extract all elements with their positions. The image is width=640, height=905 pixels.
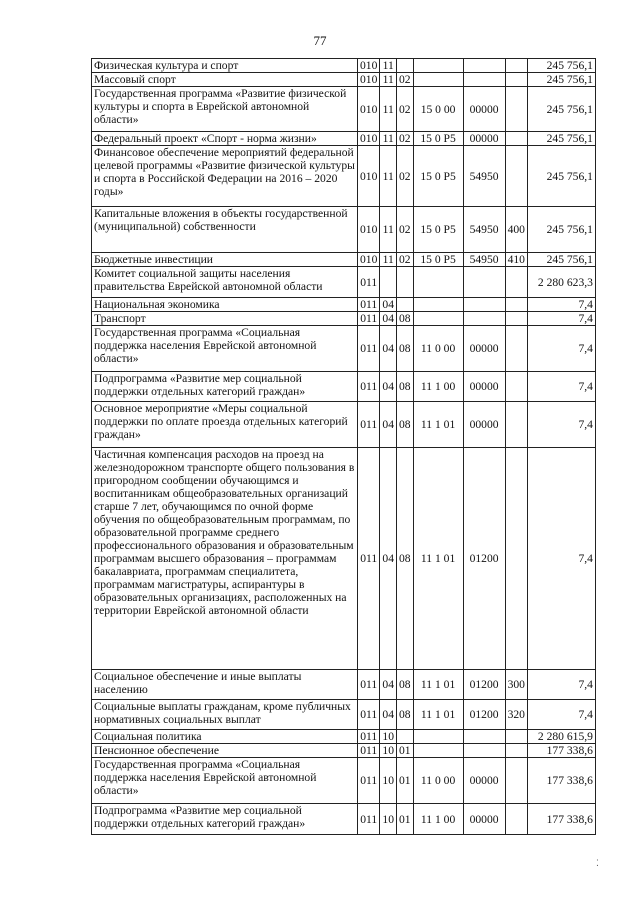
cell-section-code: 11 [380, 207, 397, 253]
cell-target-article-direction: 01200 [463, 670, 505, 700]
cell-amount: 245 756,1 [527, 132, 595, 146]
cell-subsection-code: 08 [396, 402, 413, 448]
cell-name: Государственная программа «Развитие физической культуры и спорта в Еврейской автономной области» [92, 87, 358, 132]
cell-section-code: 10 [380, 730, 397, 744]
table-row [92, 267, 596, 298]
cell-name: Капитальные вложения в объекты государственной (муниципальной) собственности [92, 207, 358, 253]
table-row [92, 804, 596, 835]
cell-expense-type [505, 59, 527, 73]
cell-expense-type: 320 [505, 700, 527, 730]
cell-name: Государственная программа «Социальная поддержка населения Еврейской автономной области» [92, 326, 358, 372]
cell-section-code: 04 [380, 298, 397, 312]
cell-target-article-program: 15 0 Р5 [413, 132, 463, 146]
cell-target-article-direction: 00000 [463, 326, 505, 372]
cell-name: Транспорт [92, 312, 358, 326]
cell-subsection-code: 08 [396, 448, 413, 670]
cell-amount: 245 756,1 [527, 59, 595, 73]
cell-target-article-direction: 00000 [463, 758, 505, 804]
cell-subsection-code: 02 [396, 132, 413, 146]
cell-target-article-program: 11 0 00 [413, 758, 463, 804]
table-row [92, 372, 596, 402]
cell-subsection-code [396, 59, 413, 73]
cell-grbs-code: 011 [358, 758, 380, 804]
table-row [92, 700, 596, 730]
cell-subsection-code: 08 [396, 372, 413, 402]
cell-grbs-code: 010 [358, 59, 380, 73]
cell-name: Государственная программа «Социальная поддержка населения Еврейской автономной области» [92, 758, 358, 804]
table-row [92, 298, 596, 312]
cell-grbs-code: 010 [358, 87, 380, 132]
cell-target-article-program [413, 730, 463, 744]
table-row [92, 87, 596, 132]
cell-expense-type [505, 73, 527, 87]
cell-section-code: 04 [380, 372, 397, 402]
cell-grbs-code: 010 [358, 253, 380, 267]
cell-amount: 2 280 615,9 [527, 730, 595, 744]
cell-amount: 7,4 [527, 312, 595, 326]
cell-expense-type [505, 132, 527, 146]
cell-subsection-code [396, 267, 413, 298]
cell-target-article-program [413, 744, 463, 758]
cell-target-article-direction [463, 73, 505, 87]
cell-amount: 245 756,1 [527, 87, 595, 132]
cell-grbs-code: 011 [358, 298, 380, 312]
cell-grbs-code: 011 [358, 448, 380, 670]
cell-amount: 7,4 [527, 670, 595, 700]
table-row [92, 402, 596, 448]
cell-section-code: 04 [380, 402, 397, 448]
cell-subsection-code: 01 [396, 804, 413, 835]
budget-table-body [92, 59, 596, 835]
cell-section-code: 04 [380, 312, 397, 326]
table-row [92, 146, 596, 207]
cell-subsection-code: 08 [396, 670, 413, 700]
cell-target-article-program: 11 1 00 [413, 804, 463, 835]
cell-target-article-direction [463, 744, 505, 758]
cell-expense-type [505, 804, 527, 835]
cell-name: Физическая культура и спорт [92, 59, 358, 73]
cell-amount: 7,4 [527, 372, 595, 402]
cell-amount: 245 756,1 [527, 73, 595, 87]
cell-expense-type [505, 146, 527, 207]
cell-expense-type [505, 730, 527, 744]
cell-subsection-code [396, 298, 413, 312]
cell-name: Комитет социальной защиты населения правительства Еврейской автономной области [92, 267, 358, 298]
table-row [92, 59, 596, 73]
cell-grbs-code: 011 [358, 326, 380, 372]
cell-section-code: 04 [380, 700, 397, 730]
cell-amount: 7,4 [527, 448, 595, 670]
cell-grbs-code: 010 [358, 146, 380, 207]
cell-target-article-program: 15 0 Р5 [413, 207, 463, 253]
cell-expense-type [505, 758, 527, 804]
cell-grbs-code: 011 [358, 744, 380, 758]
cell-expense-type [505, 267, 527, 298]
table-row [92, 744, 596, 758]
cell-section-code [380, 267, 397, 298]
table-row [92, 448, 596, 670]
cell-amount: 7,4 [527, 402, 595, 448]
cell-target-article-program [413, 73, 463, 87]
cell-subsection-code: 02 [396, 253, 413, 267]
cell-target-article-direction [463, 312, 505, 326]
cell-target-article-program: 11 1 01 [413, 670, 463, 700]
cell-section-code: 04 [380, 670, 397, 700]
cell-section-code: 10 [380, 744, 397, 758]
cell-target-article-direction: 00000 [463, 132, 505, 146]
cell-amount: 7,4 [527, 298, 595, 312]
table-row [92, 73, 596, 87]
cell-name: Национальная экономика [92, 298, 358, 312]
cell-target-article-program: 15 0 00 [413, 87, 463, 132]
cell-target-article-program: 11 1 01 [413, 402, 463, 448]
cell-section-code: 10 [380, 758, 397, 804]
cell-target-article-direction: 54950 [463, 253, 505, 267]
cell-target-article-program: 15 0 Р5 [413, 146, 463, 207]
cell-name: Частичная компенсация расходов на проезд на железнодорожном транспорте общего пользования в пригородном сообщении обучающимся и воспитанникам общеобразовательных организаций старше 7 лет, обучающимся по очной форме обучения по общеобразовательным программам, по образовательной программе среднего профессионального образования и образовательным программам высшего образования – программам бакалавриата, программам специалитета, программам магистратуры, аспирантуры в образовательных организациях, расположенных на территории Еврейской автономной области [92, 448, 358, 670]
cell-grbs-code: 011 [358, 267, 380, 298]
cell-grbs-code: 011 [358, 312, 380, 326]
cell-name: Социальная политика [92, 730, 358, 744]
cell-target-article-program [413, 298, 463, 312]
scan-dot-mark: ⁚ [596, 858, 599, 868]
cell-name: Социальные выплаты гражданам, кроме публичных нормативных социальных выплат [92, 700, 358, 730]
cell-target-article-program: 15 0 Р5 [413, 253, 463, 267]
cell-subsection-code [396, 730, 413, 744]
cell-amount: 7,4 [527, 700, 595, 730]
cell-section-code: 11 [380, 253, 397, 267]
cell-expense-type [505, 87, 527, 132]
cell-target-article-direction [463, 730, 505, 744]
cell-expense-type: 410 [505, 253, 527, 267]
cell-target-article-direction: 00000 [463, 804, 505, 835]
cell-grbs-code: 011 [358, 730, 380, 744]
cell-name: Финансовое обеспечение мероприятий федеральной целевой программы «Развитие физической культуры и спорта в Российской Федерации на 2016 – 2020 годы» [92, 146, 358, 207]
cell-target-article-direction [463, 59, 505, 73]
cell-grbs-code: 010 [358, 207, 380, 253]
table-row [92, 670, 596, 700]
cell-subsection-code: 02 [396, 207, 413, 253]
cell-grbs-code: 011 [358, 670, 380, 700]
cell-grbs-code: 010 [358, 132, 380, 146]
cell-target-article-program [413, 59, 463, 73]
cell-target-article-program: 11 1 00 [413, 372, 463, 402]
cell-name: Социальное обеспечение и иные выплаты населению [92, 670, 358, 700]
cell-section-code: 04 [380, 448, 397, 670]
cell-subsection-code: 02 [396, 146, 413, 207]
cell-target-article-direction: 00000 [463, 87, 505, 132]
cell-expense-type [505, 402, 527, 448]
cell-section-code: 11 [380, 146, 397, 207]
table-row [92, 326, 596, 372]
cell-grbs-code: 010 [358, 73, 380, 87]
table-row [92, 312, 596, 326]
cell-amount: 7,4 [527, 326, 595, 372]
cell-target-article-direction: 01200 [463, 700, 505, 730]
cell-amount: 245 756,1 [527, 146, 595, 207]
cell-section-code: 04 [380, 326, 397, 372]
cell-expense-type [505, 326, 527, 372]
cell-amount: 245 756,1 [527, 207, 595, 253]
table-row [92, 207, 596, 253]
cell-amount: 245 756,1 [527, 253, 595, 267]
cell-section-code: 10 [380, 804, 397, 835]
cell-target-article-direction [463, 298, 505, 312]
cell-target-article-direction: 00000 [463, 402, 505, 448]
cell-expense-type [505, 372, 527, 402]
cell-subsection-code: 08 [396, 312, 413, 326]
cell-name: Федеральный проект «Спорт - норма жизни» [92, 132, 358, 146]
cell-expense-type [505, 298, 527, 312]
table-row [92, 253, 596, 267]
cell-name: Пенсионное обеспечение [92, 744, 358, 758]
cell-target-article-program: 11 0 00 [413, 326, 463, 372]
page-number: 77 [313, 33, 327, 48]
cell-expense-type: 400 [505, 207, 527, 253]
cell-grbs-code: 011 [358, 700, 380, 730]
cell-target-article-program: 11 1 01 [413, 700, 463, 730]
cell-target-article-program: 11 1 01 [413, 448, 463, 670]
cell-name: Подпрограмма «Развитие мер социальной поддержки отдельных категорий граждан» [92, 372, 358, 402]
cell-subsection-code: 02 [396, 73, 413, 87]
cell-expense-type [505, 448, 527, 670]
budget-table [91, 58, 596, 835]
cell-name: Массовый спорт [92, 73, 358, 87]
cell-section-code: 11 [380, 73, 397, 87]
cell-amount: 177 338,6 [527, 744, 595, 758]
cell-target-article-direction: 01200 [463, 448, 505, 670]
cell-target-article-direction: 54950 [463, 207, 505, 253]
cell-amount: 2 280 623,3 [527, 267, 595, 298]
cell-expense-type: 300 [505, 670, 527, 700]
cell-target-article-program [413, 312, 463, 326]
cell-amount: 177 338,6 [527, 804, 595, 835]
cell-subsection-code: 08 [396, 326, 413, 372]
cell-expense-type [505, 744, 527, 758]
cell-section-code: 11 [380, 132, 397, 146]
cell-name: Основное мероприятие «Меры социальной поддержки по оплате проезда отдельных категорий граждан» [92, 402, 358, 448]
cell-grbs-code: 011 [358, 402, 380, 448]
cell-subsection-code: 08 [396, 700, 413, 730]
cell-target-article-direction [463, 267, 505, 298]
table-row [92, 132, 596, 146]
table-row [92, 758, 596, 804]
cell-section-code: 11 [380, 87, 397, 132]
cell-name: Бюджетные инвестиции [92, 253, 358, 267]
cell-target-article-direction: 00000 [463, 372, 505, 402]
cell-subsection-code: 02 [396, 87, 413, 132]
cell-expense-type [505, 312, 527, 326]
cell-target-article-program [413, 267, 463, 298]
cell-amount: 177 338,6 [527, 758, 595, 804]
cell-subsection-code: 01 [396, 758, 413, 804]
cell-grbs-code: 011 [358, 372, 380, 402]
table-row [92, 730, 596, 744]
cell-target-article-direction: 54950 [463, 146, 505, 207]
cell-name: Подпрограмма «Развитие мер социальной поддержки отдельных категорий граждан» [92, 804, 358, 835]
cell-grbs-code: 011 [358, 804, 380, 835]
cell-subsection-code: 01 [396, 744, 413, 758]
cell-section-code: 11 [380, 59, 397, 73]
